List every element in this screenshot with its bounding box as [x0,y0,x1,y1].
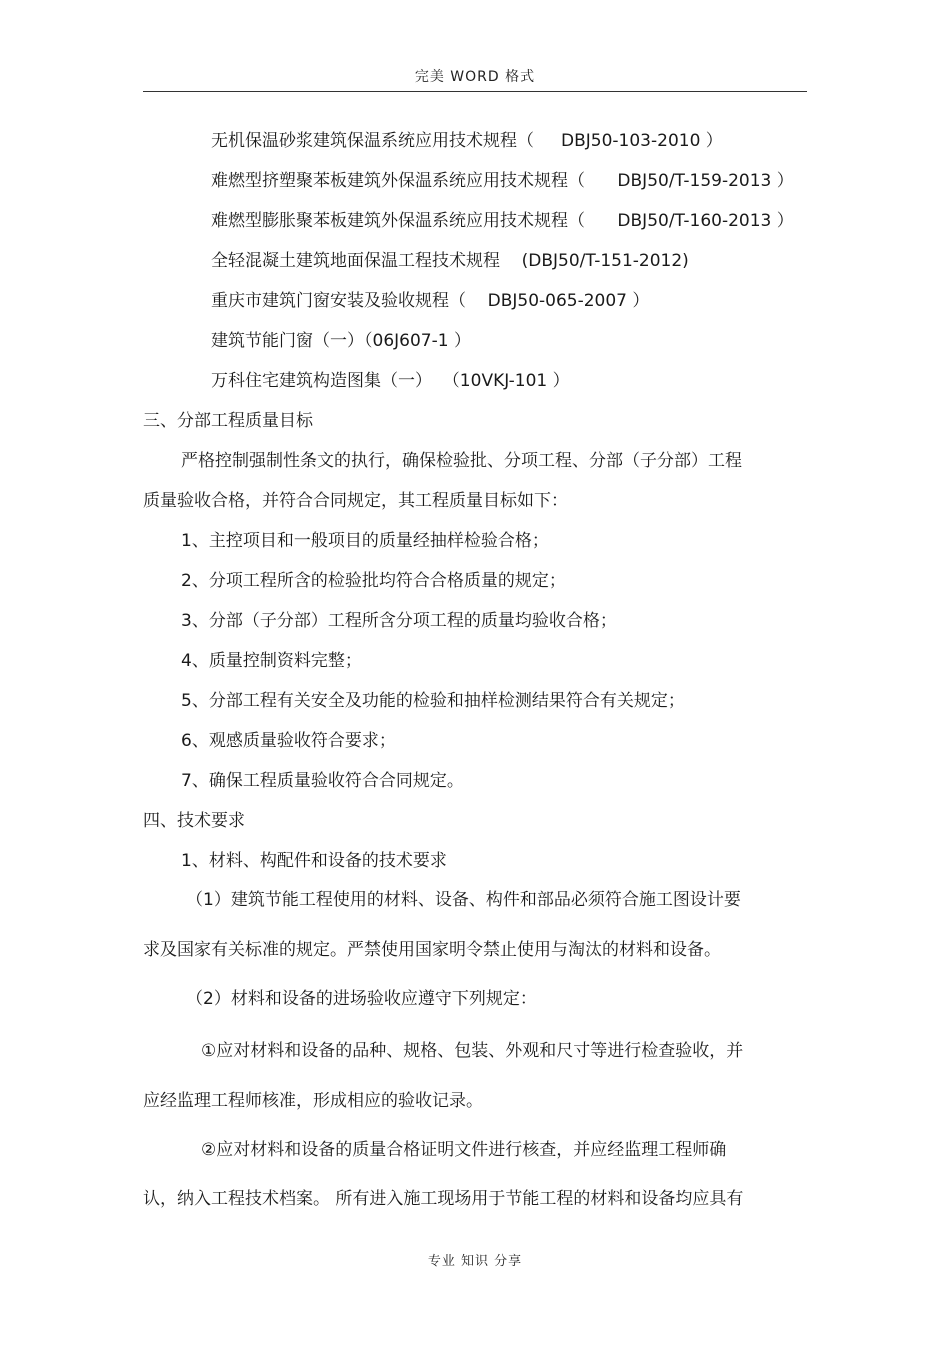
paragraph-line: （2）材料和设备的进场验收应遵守下列规定： [186,989,537,1009]
standard-item: 重庆市建筑门窗安装及验收规程（ DBJ50-065-2007 ） [211,291,650,311]
subsection-heading: 1、材料、构配件和设备的技术要求 [181,851,447,871]
section-heading: 四、技术要求 [143,811,245,831]
list-item: 5、分部工程有关安全及功能的检验和抽样检测结果符合有关规定； [181,691,685,711]
paragraph-line: 严格控制强制性条文的执行，确保检验批、分项工程、分部（子分部）工程 [181,451,742,471]
list-item: 7、确保工程质量验收符合合同规定。 [181,771,464,791]
list-item: 3、分部（子分部）工程所含分项工程的质量均验收合格； [181,611,617,631]
list-item: 6、观感质量验收符合要求； [181,731,396,751]
paragraph-line: 质量验收合格，并符合合同规定，其工程质量目标如下： [143,491,568,511]
standard-item: 难燃型膨胀聚苯板建筑外保温系统应用技术规程（ DBJ50/T-160-2013 ） [211,211,794,231]
paragraph-line: 认，纳入工程技术档案。 所有进入施工现场用于节能工程的材料和设备均应具有 [143,1189,744,1209]
standard-item: 万科住宅建筑构造图集（一） （10VKJ-101 ） [211,371,570,391]
list-item: 4、质量控制资料完整； [181,651,362,671]
standard-item: 难燃型挤塑聚苯板建筑外保温系统应用技术规程（ DBJ50/T-159-2013 ） [211,171,794,191]
list-item: 2、分项工程所含的检验批均符合合格质量的规定； [181,571,566,591]
paragraph-line: 应经监理工程师核准，形成相应的验收记录。 [143,1091,483,1111]
page-footer: 专业 知识 分享 [427,1254,523,1269]
paragraph-line: （1）建筑节能工程使用的材料、设备、构件和部品必须符合施工图设计要 [186,890,741,910]
standard-item: 无机保温砂浆建筑保温系统应用技术规程（ DBJ50-103-2010 ） [211,131,723,151]
paragraph-line: ①应对材料和设备的品种、规格、包装、外观和尺寸等进行检查验收，并 [201,1041,744,1061]
paragraph-line: 求及国家有关标准的规定。严禁使用国家明令禁止使用与淘汰的材料和设备。 [143,940,721,960]
list-item: 1、主控项目和一般项目的质量经抽样检验合格； [181,531,549,551]
standard-item: 建筑节能门窗（一）（06J607-1 ） [211,331,471,351]
section-heading: 三、分部工程质量目标 [143,411,313,431]
page-header: 完美 WORD 格式 [414,69,536,85]
header-divider [143,91,807,92]
standard-item: 全轻混凝土建筑地面保温工程技术规程 (DBJ50/T-151-2012) [211,251,689,271]
paragraph-line: ②应对材料和设备的质量合格证明文件进行核查，并应经监理工程师确 [201,1140,727,1160]
